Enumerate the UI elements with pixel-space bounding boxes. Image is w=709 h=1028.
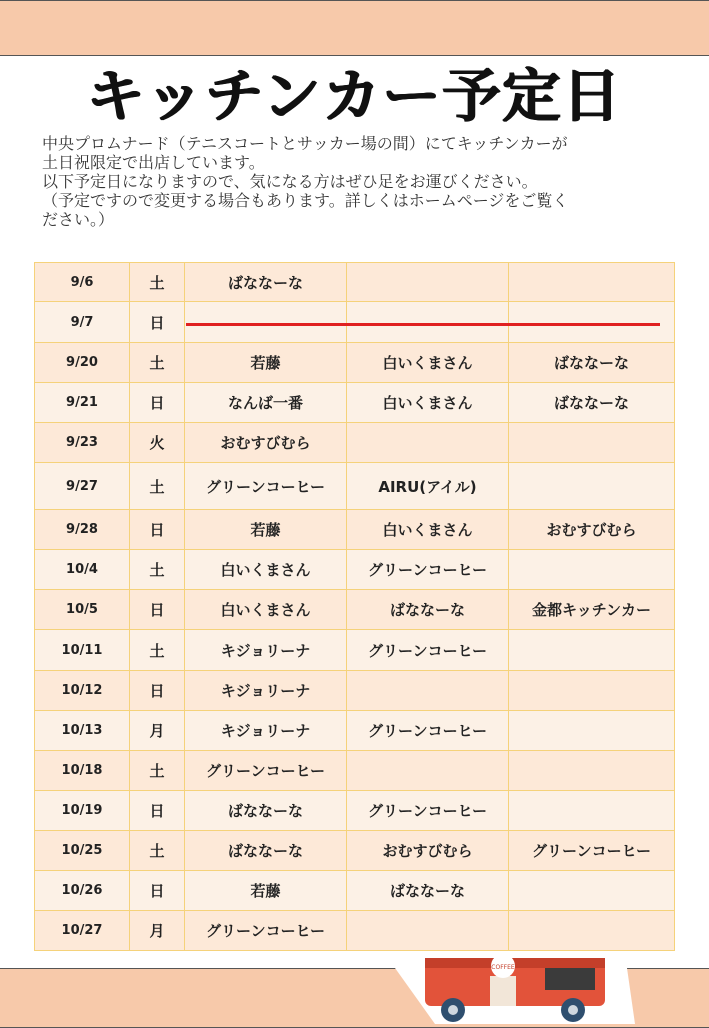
weekday-cell: 日 [130, 510, 185, 550]
kitchen-car-cell [509, 302, 675, 343]
schedule-row [35, 911, 675, 951]
schedule-row [35, 383, 675, 423]
date-cell: 9/6 [35, 263, 130, 302]
kitchen-car-cell: 白いくまさん [185, 550, 347, 590]
date-cell: 10/12 [35, 671, 130, 711]
kitchen-car-cell: おむすびむら [347, 831, 509, 871]
food-truck-illustration [395, 950, 635, 1024]
kitchen-car-cell [347, 911, 509, 951]
kitchen-car-cell [347, 671, 509, 711]
kitchen-car-cell: 若藤 [185, 871, 347, 911]
date-cell: 9/27 [35, 463, 130, 510]
kitchen-car-cell [509, 711, 675, 751]
kitchen-car-cell: 白いくまさん [347, 510, 509, 550]
kitchen-car-cell [347, 423, 509, 463]
kitchen-car-cell [509, 871, 675, 911]
kitchen-car-cell [509, 791, 675, 831]
kitchen-car-cell: ばななーな [347, 590, 509, 630]
kitchen-car-cell: キジョリーナ [185, 711, 347, 751]
kitchen-car-cell: グリーンコーヒー [347, 550, 509, 590]
kitchen-car-cell [509, 263, 675, 302]
kitchen-car-cell [509, 751, 675, 791]
schedule-row [35, 671, 675, 711]
kitchen-car-cell: 若藤 [185, 343, 347, 383]
kitchen-car-cell: なんば一番 [185, 383, 347, 423]
weekday-cell: 日 [130, 383, 185, 423]
kitchen-car-cell: キジョリーナ [185, 630, 347, 671]
schedule-row [35, 590, 675, 630]
weekday-cell: 土 [130, 343, 185, 383]
truck-window [545, 968, 595, 990]
kitchen-car-cell [509, 671, 675, 711]
weekday-cell: 日 [130, 791, 185, 831]
kitchen-car-cell: 白いくまさん [347, 343, 509, 383]
kitchen-car-cell: グリーンコーヒー [185, 911, 347, 951]
cancelled-strike-line [186, 323, 660, 326]
top-banner [0, 0, 709, 56]
schedule-row [35, 510, 675, 550]
kitchen-car-cell: グリーンコーヒー [347, 630, 509, 671]
kitchen-car-cell [347, 751, 509, 791]
intro-text [42, 134, 672, 229]
kitchen-car-cell: 白いくまさん [347, 383, 509, 423]
weekday-cell: 土 [130, 751, 185, 791]
schedule-row [35, 423, 675, 463]
schedule-table [34, 262, 675, 951]
kitchen-car-cell: 金都キッチンカー [509, 590, 675, 630]
weekday-cell: 日 [130, 871, 185, 911]
kitchen-car-cell [347, 263, 509, 302]
page-title: キッチンカー予定日 [86, 62, 623, 130]
kitchen-car-cell: 若藤 [185, 510, 347, 550]
kitchen-car-cell: ばななーな [347, 871, 509, 911]
weekday-cell: 月 [130, 711, 185, 751]
kitchen-car-cell: グリーンコーヒー [185, 463, 347, 510]
weekday-cell: 月 [130, 911, 185, 951]
weekday-cell: 土 [130, 463, 185, 510]
kitchen-car-cell: ばななーな [185, 263, 347, 302]
weekday-cell: 土 [130, 630, 185, 671]
weekday-cell: 土 [130, 263, 185, 302]
weekday-cell: 火 [130, 423, 185, 463]
kitchen-car-cell: グリーンコーヒー [347, 791, 509, 831]
kitchen-car-cell [185, 302, 347, 343]
kitchen-car-cell: おむすびむら [185, 423, 347, 463]
kitchen-car-cell: 白いくまさん [185, 590, 347, 630]
schedule-row [35, 263, 675, 302]
date-cell: 10/19 [35, 791, 130, 831]
kitchen-car-cell: グリーンコーヒー [509, 831, 675, 871]
date-cell: 9/20 [35, 343, 130, 383]
kitchen-car-cell [509, 463, 675, 510]
date-cell: 10/11 [35, 630, 130, 671]
date-cell: 9/7 [35, 302, 130, 343]
schedule-row [35, 871, 675, 911]
date-cell: 10/4 [35, 550, 130, 590]
weekday-cell: 土 [130, 831, 185, 871]
kitchen-car-cell: ばななーな [509, 383, 675, 423]
kitchen-car-cell: おむすびむら [509, 510, 675, 550]
schedule-row [35, 831, 675, 871]
intro-line: 以下予定日になりますので、気になる方はぜひ足をお運びください。 [42, 172, 538, 191]
date-cell: 10/5 [35, 590, 130, 630]
kitchen-car-cell: AIRU(アイル) [347, 463, 509, 510]
date-cell: 10/27 [35, 911, 130, 951]
kitchen-car-cell [509, 911, 675, 951]
kitchen-car-cell: グリーンコーヒー [185, 751, 347, 791]
intro-line: （予定ですので変更する場合もあります。詳しくはホームページをご覧く [42, 191, 569, 210]
date-cell: 10/13 [35, 711, 130, 751]
date-cell: 10/25 [35, 831, 130, 871]
weekday-cell: 日 [130, 590, 185, 630]
intro-line: 中央プロムナード（テニスコートとサッカー場の間）にてキッチンカーが [42, 134, 568, 153]
intro-line: ださい。） [42, 210, 115, 229]
truck-door [490, 976, 516, 1006]
kitchen-car-cell: ばななーな [509, 343, 675, 383]
date-cell: 9/28 [35, 510, 130, 550]
schedule-row [35, 630, 675, 671]
coffee-sign-text: COFFEE [491, 964, 515, 971]
weekday-cell: 日 [130, 671, 185, 711]
kitchen-car-cell [509, 630, 675, 671]
intro-line: 土日祝限定で出店しています。 [42, 153, 265, 172]
schedule-row [35, 463, 675, 510]
schedule-row [35, 302, 675, 343]
date-cell: 10/26 [35, 871, 130, 911]
kitchen-car-cell [509, 550, 675, 590]
schedule-row [35, 791, 675, 831]
weekday-cell: 日 [130, 302, 185, 343]
kitchen-car-cell: グリーンコーヒー [347, 711, 509, 751]
date-cell: 10/18 [35, 751, 130, 791]
schedule-row [35, 751, 675, 791]
kitchen-car-cell [509, 423, 675, 463]
schedule-row [35, 550, 675, 590]
kitchen-car-cell: ばななーな [185, 791, 347, 831]
schedule-row [35, 711, 675, 751]
schedule-row [35, 343, 675, 383]
truck-roof [425, 958, 605, 968]
date-cell: 9/23 [35, 423, 130, 463]
kitchen-car-cell: ばななーな [185, 831, 347, 871]
date-cell: 9/21 [35, 383, 130, 423]
kitchen-car-cell [347, 302, 509, 343]
kitchen-car-cell: キジョリーナ [185, 671, 347, 711]
weekday-cell: 土 [130, 550, 185, 590]
